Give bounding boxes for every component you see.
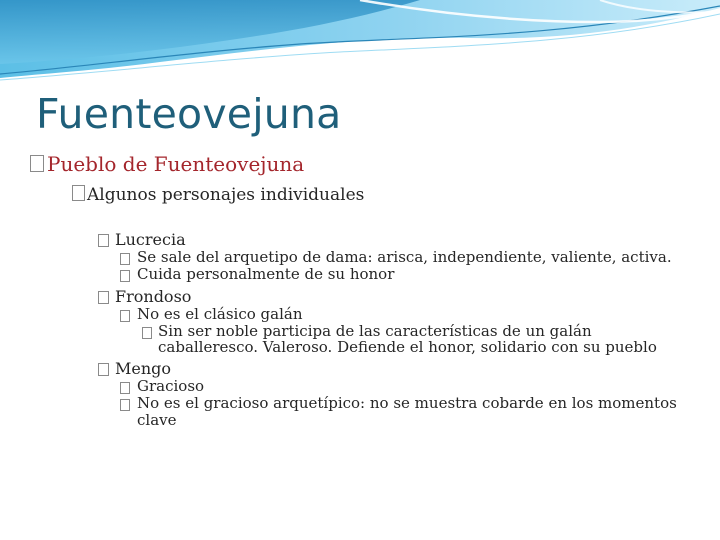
list-item-text: Se sale del arquetipo de dama: arisca, independiente, valiente, activa. [137, 248, 672, 266]
list-item-text: Frondoso [115, 287, 192, 306]
bullet-square-icon [142, 327, 152, 339]
bullet-square-icon [30, 155, 44, 172]
section-heading: Pueblo de Fuenteovejuna [47, 152, 305, 176]
bullet-square-icon [120, 382, 130, 394]
list-item [98, 306, 678, 323]
bullet-square-icon [98, 363, 109, 376]
list-item [98, 323, 678, 355]
list-item-text: No es el gracioso arquetípico: no se muestra cobarde en los momentos clave [137, 394, 677, 429]
list-item-text: Gracioso [137, 377, 205, 395]
bullet-square-icon [98, 291, 109, 304]
subheading-bullet-line [72, 185, 364, 205]
character-list [98, 230, 678, 429]
bullet-square-icon [120, 253, 130, 265]
list-item [98, 249, 678, 266]
bullet-square-icon [120, 310, 130, 322]
list-item-text: Mengo [115, 359, 172, 378]
header-wave-decoration [0, 0, 720, 95]
list-item-lucrecia [98, 230, 678, 249]
bullet-square-icon [72, 185, 85, 201]
list-item-text: Sin ser noble participa de las características de un galán caballeresco. Valeroso. Defiende el honor, solidario con su pueblo [158, 322, 657, 356]
bullet-square-icon [120, 270, 130, 282]
list-item-text: Cuida personalmente de su honor [137, 265, 395, 283]
section-subheading: Algunos personajes individuales [87, 185, 365, 205]
list-item-text: Lucrecia [115, 230, 186, 249]
list-item [98, 266, 678, 283]
list-item-mengo [98, 359, 678, 378]
list-item [98, 378, 678, 395]
list-item [98, 395, 678, 429]
list-item-frondoso [98, 287, 678, 306]
slide-title: Fuenteovejuna [36, 90, 342, 138]
list-item-text: No es el clásico galán [137, 305, 303, 323]
heading-bullet-line [30, 152, 304, 176]
bullet-square-icon [98, 234, 109, 247]
bullet-square-icon [120, 399, 130, 411]
